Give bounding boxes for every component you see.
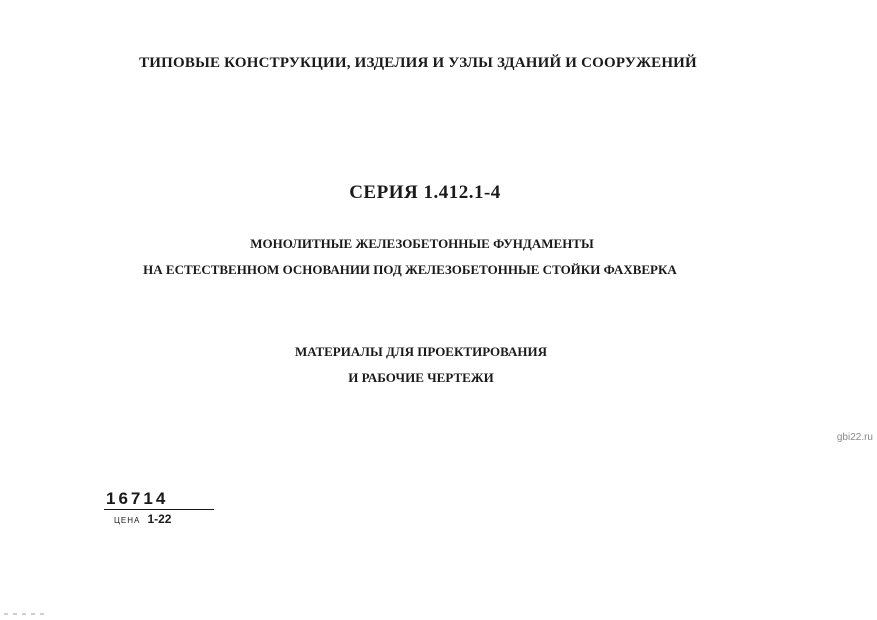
price-label: ЦЕНА [114, 516, 141, 525]
inventory-number: 16714 [106, 489, 169, 508]
title-line-1: МОНОЛИТНЫЕ ЖЕЛЕЗОБЕТОННЫЕ ФУНДАМЕНТЫ [250, 236, 594, 251]
stamp-divider [104, 509, 214, 510]
scan-artifact [4, 613, 48, 615]
price-row [104, 512, 214, 526]
document-header: ТИПОВЫЕ КОНСТРУКЦИИ, ИЗДЕЛИЯ И УЗЛЫ ЗДАНИЙ И СООРУЖЕНИЙ [139, 55, 697, 71]
inventory-stamp [104, 490, 214, 526]
price-value: 1-22 [147, 512, 172, 526]
series-number: СЕРИЯ 1.412.1-4 [349, 182, 501, 203]
materials-line-2: И РАБОЧИЕ ЧЕРТЕЖИ [348, 370, 494, 385]
watermark: gbi22.ru [836, 432, 873, 443]
materials-line-1: МАТЕРИАЛЫ ДЛЯ ПРОЕКТИРОВАНИЯ [294, 344, 548, 359]
title-line-2: НА ЕСТЕСТВЕННОМ ОСНОВАНИИ ПОД ЖЕЛЕЗОБЕТОННЫЕ СТОЙКИ ФАХВЕРКА [143, 262, 677, 277]
